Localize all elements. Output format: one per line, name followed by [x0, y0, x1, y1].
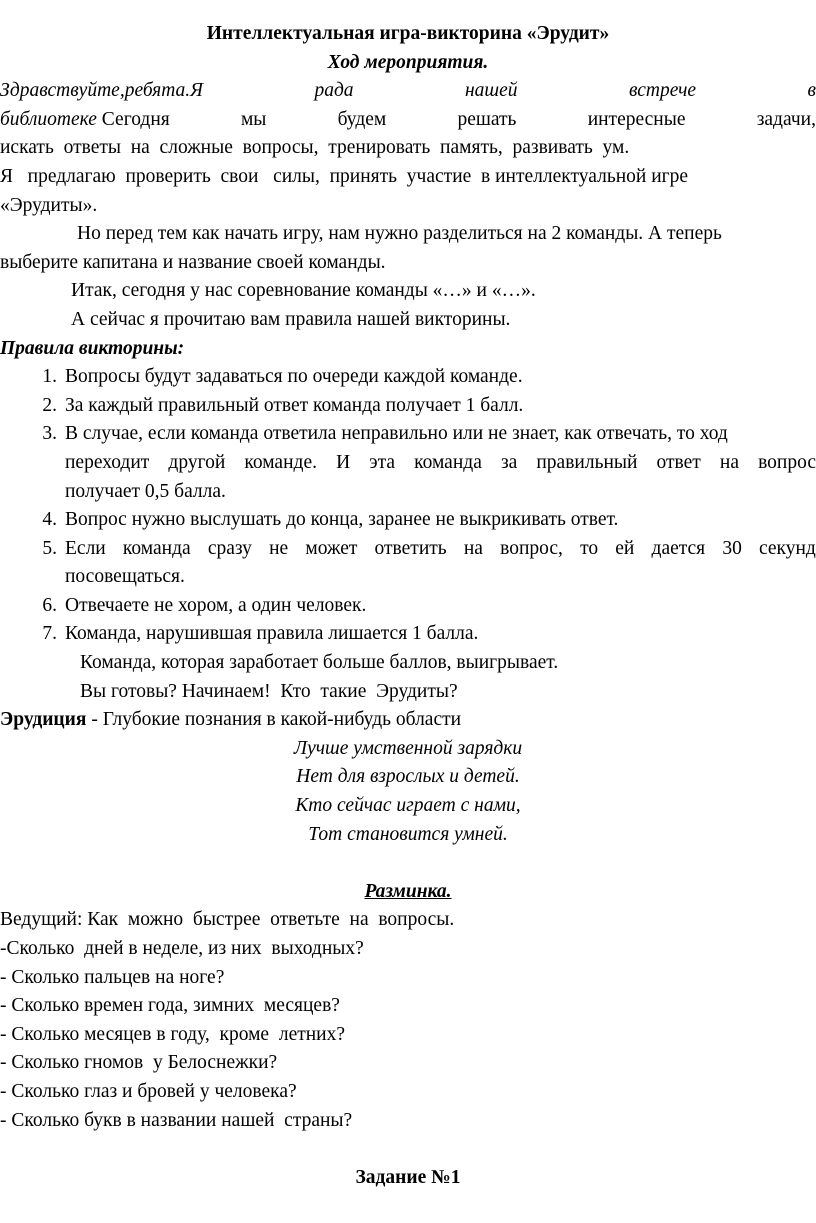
- intro-line-5: «Эрудиты».: [0, 194, 98, 216]
- rule-text: [57, 592, 816, 621]
- rule-text-line-justified: [65, 535, 816, 564]
- rule-text: [57, 392, 816, 421]
- rule-text-line: Вопрос нужно выслушать до конца, заранее не выкрикивать ответ.: [65, 509, 619, 531]
- warmup-line: Ведущий: Как можно быстрее ответьте на вопросы.: [0, 909, 455, 931]
- intro-word: будем: [337, 108, 387, 130]
- document-subtitle: Ход мероприятия.: [327, 51, 489, 73]
- warmup-questions: [0, 906, 816, 1135]
- poem-line: Лучше умственной зарядки: [293, 737, 523, 759]
- rule-text-line: За каждый правильный ответ команда получает 1 балл.: [65, 394, 524, 416]
- rules-after-2: Вы готовы? Начинаем! Кто такие Эрудиты?: [80, 680, 458, 702]
- rule-text: [57, 420, 816, 506]
- warmup-line: - Сколько букв в названии нашей страны?: [0, 1109, 353, 1131]
- rule-word: секунд: [759, 537, 816, 559]
- rule-word: то: [580, 537, 599, 559]
- intro-word: Сегодня: [101, 108, 170, 130]
- rule-item: [0, 506, 816, 535]
- rule-text-line: получает 0,5 балла.: [65, 480, 226, 502]
- rule-word: ей: [615, 537, 635, 559]
- rule-text-line: В случае, если команда ответила неправильно или не знает, как отвечать, то ход: [65, 423, 728, 445]
- spacer: [0, 1135, 816, 1164]
- rule-word: команда: [122, 537, 191, 559]
- rule-item: [0, 420, 816, 506]
- task-heading: Задание №1: [355, 1166, 461, 1188]
- rule-word: ответ: [656, 451, 701, 473]
- intro-word: в: [807, 80, 816, 102]
- rule-word: команда: [414, 451, 482, 473]
- warmup-line: - Сколько времен года, зимних месяцев?: [0, 995, 340, 1017]
- rule-item: [0, 363, 816, 392]
- intro-paragraph-3: Итак, сегодня у нас соревнование команды «…» и «…».: [71, 280, 536, 302]
- rule-word: команде.: [244, 451, 317, 473]
- warmup-line: -Сколько дней в неделе, из них выходных?: [0, 938, 364, 959]
- rule-word: Если: [65, 537, 106, 559]
- spacer: [0, 849, 816, 878]
- rule-text-line: посовещаться.: [65, 566, 185, 588]
- rule-text: [57, 620, 816, 649]
- rule-number: 1.: [42, 366, 57, 388]
- rule-number: 2.: [42, 394, 57, 416]
- rule-text-line: Команда, нарушившая правила лишается 1 балла.: [65, 623, 479, 645]
- intro-word: мы: [240, 108, 267, 130]
- poem-line: Нет для взрослых и детей.: [296, 766, 520, 788]
- intro-line-2: [0, 106, 816, 135]
- rule-item: [0, 392, 816, 421]
- intro-word: задачи,: [756, 108, 816, 130]
- rule-text: [57, 506, 816, 535]
- rule-word: эта: [369, 451, 396, 473]
- rule-word: не: [269, 537, 289, 559]
- document-title: Интеллектуальная игра-викторина «Эрудит»: [206, 23, 610, 44]
- rule-word: правильный: [536, 451, 638, 473]
- intro-line-1: [0, 77, 816, 106]
- erudition-term: Эрудиция: [0, 709, 87, 731]
- rule-word: дается: [651, 537, 706, 559]
- intro-paragraph-2-line-2: выберите капитана и название своей команды.: [0, 251, 386, 273]
- intro-word: нашей: [465, 80, 518, 102]
- warmup-line: - Сколько глаз и бровей у человека?: [0, 1080, 297, 1102]
- intro-paragraph-4: А сейчас я прочитаю вам правила нашей викторины.: [71, 308, 511, 330]
- rule-word: 30: [722, 537, 742, 559]
- rule-word: И: [336, 451, 351, 473]
- rules-after-1: Команда, которая заработает больше баллов, выигрывает.: [80, 652, 559, 674]
- rule-number: 5.: [42, 537, 57, 559]
- rules-list: [0, 363, 816, 649]
- rule-number: 3.: [42, 423, 57, 445]
- erudition-text: - Глубокие познания в какой-нибудь области: [86, 709, 462, 731]
- rule-word: переходит: [65, 451, 150, 473]
- warmup-heading: Разминка.: [364, 880, 452, 902]
- intro-paragraph-2-line-1: Но перед тем как начать игру, нам нужно разделиться на 2 команды. А теперь: [77, 223, 722, 245]
- rule-text-line: Отвечаете не хором, а один человек.: [65, 594, 367, 616]
- document-page: [0, 20, 816, 1192]
- rule-number: 7.: [42, 623, 57, 645]
- rule-text: [57, 363, 816, 392]
- rule-number: 4.: [42, 509, 57, 531]
- rule-word: за: [500, 451, 518, 473]
- intro-word-italic: библиотеке: [0, 108, 97, 130]
- rule-word: сразу: [207, 537, 252, 559]
- poem: [0, 735, 816, 849]
- warmup-line: - Сколько пальцев на ноге?: [0, 966, 225, 988]
- rule-item: [0, 535, 816, 592]
- rule-text-line-justified: [65, 449, 816, 478]
- intro-word: интересные: [587, 108, 686, 130]
- intro-word: рада: [314, 80, 354, 102]
- intro-line-4: Я предлагаю проверить свои силы, принять участие в интеллектуальной игре: [0, 165, 689, 187]
- rule-word: на: [719, 451, 740, 473]
- rule-text: [57, 535, 816, 592]
- intro-line-3: искать ответы на сложные вопросы, тренировать память, развивать ум.: [0, 137, 630, 159]
- intro-word: встрече: [629, 80, 697, 102]
- rule-word: на: [463, 537, 483, 559]
- rule-number: 6.: [42, 594, 57, 616]
- warmup-line: - Сколько месяцев в году, кроме летних?: [0, 1023, 346, 1045]
- rule-item: [0, 620, 816, 649]
- rule-word: может: [305, 537, 358, 559]
- intro-word-group: [0, 106, 170, 135]
- rule-word: другой: [168, 451, 226, 473]
- rule-word: вопрос,: [500, 537, 563, 559]
- erudition-definition: [0, 706, 816, 735]
- intro-word: решать: [457, 108, 517, 130]
- rule-item: [0, 592, 816, 621]
- rule-word: ответить: [374, 537, 447, 559]
- warmup-line: - Сколько гномов у Белоснежки?: [0, 1052, 278, 1074]
- rule-text-line: Вопросы будут задаваться по очереди каждой команде.: [65, 366, 523, 388]
- rule-word: вопрос: [758, 451, 816, 473]
- intro-word: Здравствуйте,ребята.Я: [0, 80, 203, 102]
- poem-line: Кто сейчас играет с нами,: [295, 795, 521, 817]
- rules-heading: Правила викторины:: [0, 337, 185, 359]
- poem-line: Тот становится умней.: [308, 823, 508, 845]
